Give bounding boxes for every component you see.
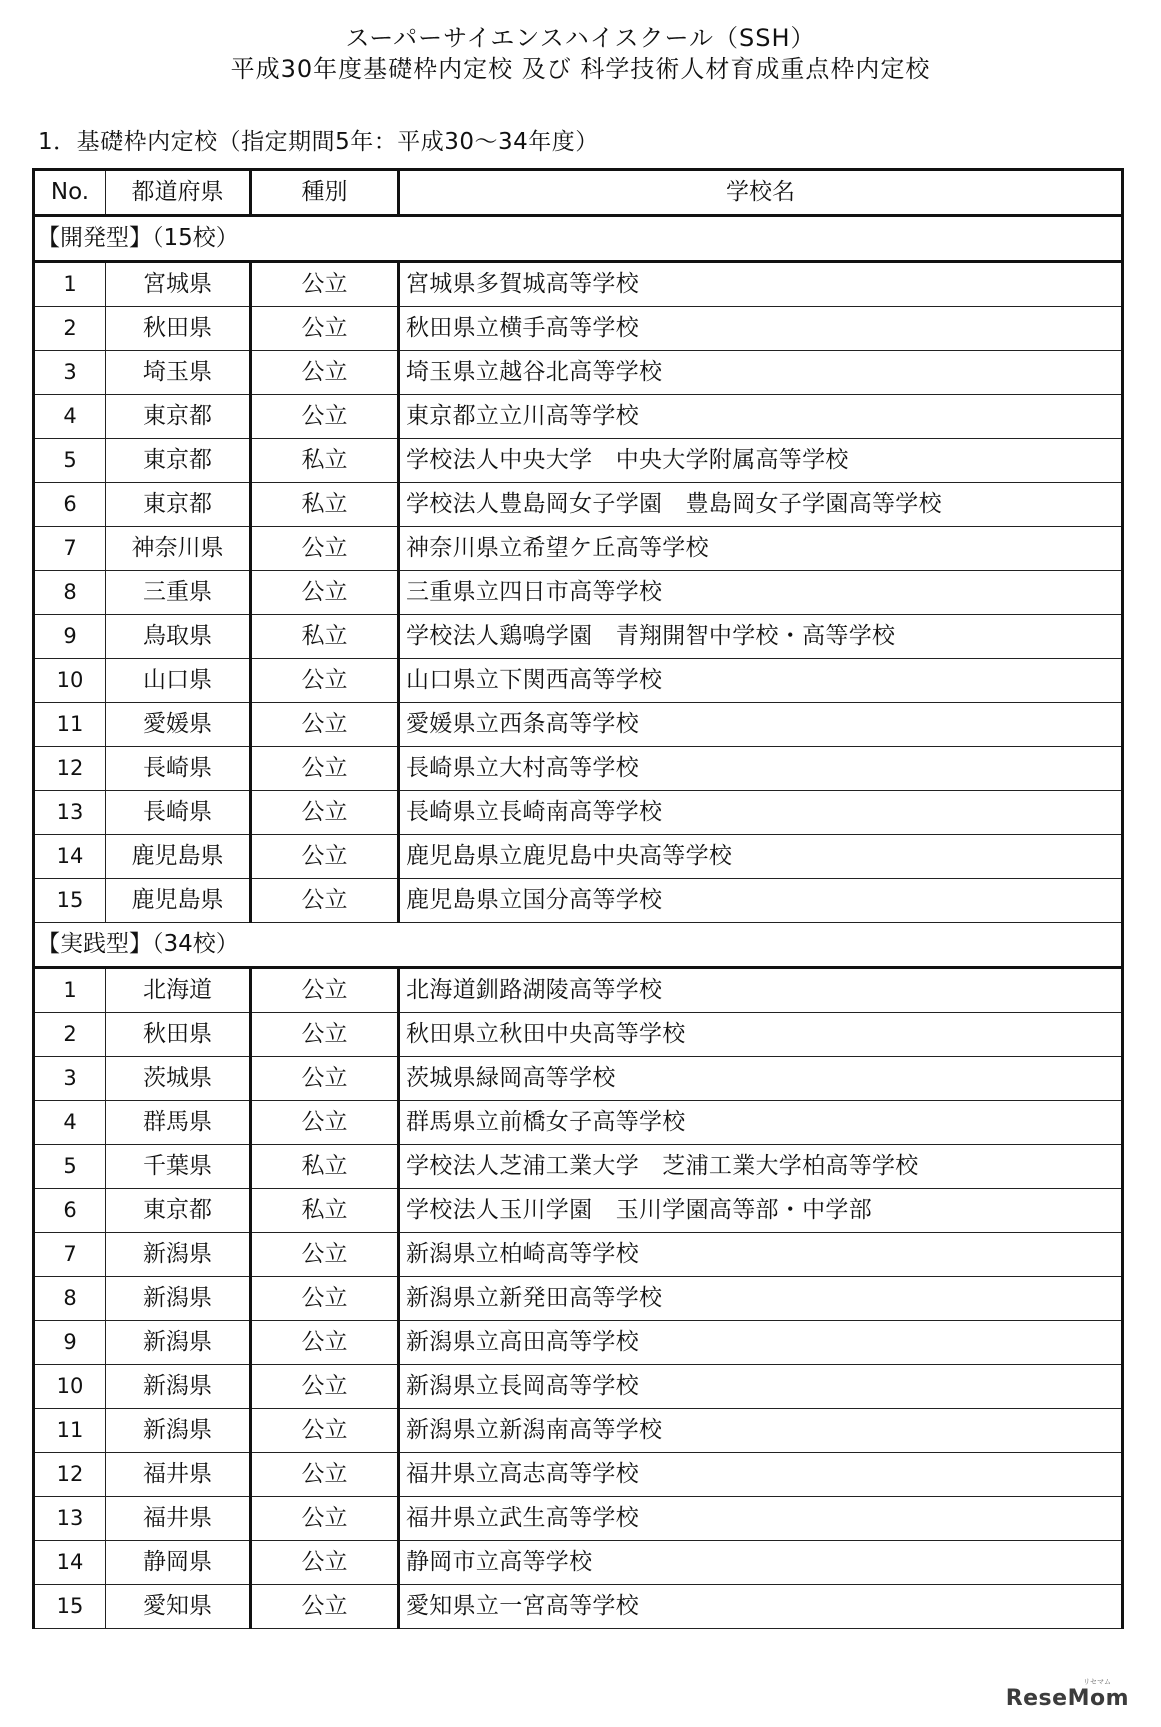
type-cell: 私立 — [251, 1189, 399, 1233]
school-name-cell: 福井県立武生高等学校 — [399, 1497, 1123, 1541]
school-name-cell: 愛媛県立西条高等学校 — [399, 703, 1123, 747]
table-row — [34, 439, 1123, 483]
type-cell: 公立 — [251, 262, 399, 307]
row-number: 9 — [34, 1321, 106, 1365]
table-row — [34, 527, 1123, 571]
row-number: 14 — [34, 1541, 106, 1585]
table-row — [34, 1497, 1123, 1541]
group-row — [34, 216, 1123, 262]
table-row — [34, 1541, 1123, 1585]
prefecture-cell: 群馬県 — [106, 1101, 251, 1145]
prefecture-cell: 福井県 — [106, 1497, 251, 1541]
school-name-cell: 愛知県立一宮高等学校 — [399, 1585, 1123, 1629]
table-row — [34, 1145, 1123, 1189]
type-cell: 公立 — [251, 791, 399, 835]
type-cell: 公立 — [251, 1541, 399, 1585]
table-row — [34, 571, 1123, 615]
type-cell: 公立 — [251, 835, 399, 879]
type-cell: 私立 — [251, 1145, 399, 1189]
row-number: 6 — [34, 483, 106, 527]
prefecture-cell: 静岡県 — [106, 1541, 251, 1585]
row-number: 10 — [34, 1365, 106, 1409]
group-label: 【開発型】（15校） — [34, 216, 1123, 262]
type-cell: 公立 — [251, 351, 399, 395]
type-cell: 公立 — [251, 968, 399, 1013]
type-cell: 公立 — [251, 1101, 399, 1145]
table-row — [34, 791, 1123, 835]
type-cell: 公立 — [251, 1277, 399, 1321]
type-cell: 私立 — [251, 615, 399, 659]
section-heading: 1．基礎枠内定校（指定期間5年：平成30～34年度） — [38, 129, 599, 155]
row-number: 5 — [34, 1145, 106, 1189]
header-no: No. — [34, 170, 106, 216]
type-cell: 公立 — [251, 703, 399, 747]
row-number: 4 — [34, 395, 106, 439]
school-name-cell: 鹿児島県立国分高等学校 — [399, 879, 1123, 923]
prefecture-cell: 北海道 — [106, 968, 251, 1013]
row-number: 7 — [34, 1233, 106, 1277]
school-name-cell: 学校法人豊島岡女子学園 豊島岡女子学園高等学校 — [399, 483, 1123, 527]
type-cell: 公立 — [251, 1365, 399, 1409]
type-cell: 公立 — [251, 1233, 399, 1277]
school-name-cell: 宮城県多賀城高等学校 — [399, 262, 1123, 307]
row-number: 3 — [34, 351, 106, 395]
school-name-cell: 学校法人芝浦工業大学 芝浦工業大学柏高等学校 — [399, 1145, 1123, 1189]
type-cell: 私立 — [251, 483, 399, 527]
table-row — [34, 1365, 1123, 1409]
school-name-cell: 新潟県立高田高等学校 — [399, 1321, 1123, 1365]
prefecture-cell: 東京都 — [106, 1189, 251, 1233]
prefecture-cell: 鹿児島県 — [106, 835, 251, 879]
prefecture-cell: 東京都 — [106, 483, 251, 527]
school-name-cell: 秋田県立秋田中央高等学校 — [399, 1013, 1123, 1057]
table-row — [34, 1189, 1123, 1233]
prefecture-cell: 茨城県 — [106, 1057, 251, 1101]
resemom-logo-text: ReseMom — [1005, 1686, 1129, 1711]
table-header-row — [34, 170, 1123, 216]
row-number: 12 — [34, 747, 106, 791]
table-row — [34, 351, 1123, 395]
header-prefecture: 都道府県 — [106, 170, 251, 216]
table-row — [34, 968, 1123, 1013]
row-number: 13 — [34, 1497, 106, 1541]
header-school: 学校名 — [399, 170, 1123, 216]
table-row — [34, 262, 1123, 307]
row-number: 12 — [34, 1453, 106, 1497]
document-title-line2: 平成30年度基礎枠内定校 及び 科学技術人材育成重点枠内定校 — [230, 55, 931, 83]
table-row — [34, 1101, 1123, 1145]
prefecture-cell: 福井県 — [106, 1453, 251, 1497]
school-name-cell: 長崎県立長崎南高等学校 — [399, 791, 1123, 835]
row-number: 8 — [34, 571, 106, 615]
table-row — [34, 703, 1123, 747]
school-name-cell: 茨城県緑岡高等学校 — [399, 1057, 1123, 1101]
table-row — [34, 1057, 1123, 1101]
table-row — [34, 1013, 1123, 1057]
school-name-cell: 新潟県立長岡高等学校 — [399, 1365, 1123, 1409]
prefecture-cell: 新潟県 — [106, 1233, 251, 1277]
school-name-cell: 学校法人中央大学 中央大学附属高等学校 — [399, 439, 1123, 483]
row-number: 15 — [34, 879, 106, 923]
school-name-cell: 神奈川県立希望ケ丘高等学校 — [399, 527, 1123, 571]
type-cell: 公立 — [251, 747, 399, 791]
school-name-cell: 新潟県立新発田高等学校 — [399, 1277, 1123, 1321]
resemom-logo — [1005, 1678, 1129, 1711]
prefecture-cell: 新潟県 — [106, 1321, 251, 1365]
prefecture-cell: 埼玉県 — [106, 351, 251, 395]
type-cell: 公立 — [251, 1321, 399, 1365]
school-name-cell: 学校法人鶏鳴学園 青翔開智中学校・高等学校 — [399, 615, 1123, 659]
type-cell: 私立 — [251, 439, 399, 483]
type-cell: 公立 — [251, 1453, 399, 1497]
row-number: 1 — [34, 262, 106, 307]
type-cell: 公立 — [251, 1057, 399, 1101]
row-number: 6 — [34, 1189, 106, 1233]
document-title-line1: スーパーサイエンスハイスクール（SSH） — [345, 24, 816, 52]
table-row — [34, 1277, 1123, 1321]
table-row — [34, 1453, 1123, 1497]
table-row — [34, 483, 1123, 527]
resemom-logo-subtext: リセマム — [1083, 1678, 1111, 1686]
row-number: 13 — [34, 791, 106, 835]
school-name-cell: 三重県立四日市高等学校 — [399, 571, 1123, 615]
type-cell: 公立 — [251, 659, 399, 703]
row-number: 5 — [34, 439, 106, 483]
table-row — [34, 879, 1123, 923]
school-name-cell: 東京都立立川高等学校 — [399, 395, 1123, 439]
table-row — [34, 1321, 1123, 1365]
prefecture-cell: 山口県 — [106, 659, 251, 703]
type-cell: 公立 — [251, 571, 399, 615]
type-cell: 公立 — [251, 1497, 399, 1541]
table-row — [34, 1233, 1123, 1277]
row-number: 3 — [34, 1057, 106, 1101]
table-row — [34, 307, 1123, 351]
table-row — [34, 1409, 1123, 1453]
table-body — [34, 216, 1123, 1629]
prefecture-cell: 愛媛県 — [106, 703, 251, 747]
school-name-cell: 山口県立下関西高等学校 — [399, 659, 1123, 703]
type-cell: 公立 — [251, 527, 399, 571]
type-cell: 公立 — [251, 879, 399, 923]
row-number: 14 — [34, 835, 106, 879]
prefecture-cell: 鳥取県 — [106, 615, 251, 659]
prefecture-cell: 宮城県 — [106, 262, 251, 307]
school-name-cell: 新潟県立新潟南高等学校 — [399, 1409, 1123, 1453]
school-name-cell: 静岡市立高等学校 — [399, 1541, 1123, 1585]
row-number: 8 — [34, 1277, 106, 1321]
school-name-cell: 長崎県立大村高等学校 — [399, 747, 1123, 791]
table-row — [34, 395, 1123, 439]
prefecture-cell: 東京都 — [106, 439, 251, 483]
row-number: 4 — [34, 1101, 106, 1145]
row-number: 15 — [34, 1585, 106, 1629]
type-cell: 公立 — [251, 1585, 399, 1629]
school-name-cell: 埼玉県立越谷北高等学校 — [399, 351, 1123, 395]
table-row — [34, 747, 1123, 791]
school-name-cell: 福井県立高志高等学校 — [399, 1453, 1123, 1497]
prefecture-cell: 神奈川県 — [106, 527, 251, 571]
row-number: 2 — [34, 1013, 106, 1057]
row-number: 11 — [34, 703, 106, 747]
group-label: 【実践型】（34校） — [34, 923, 1123, 968]
prefecture-cell: 三重県 — [106, 571, 251, 615]
table-row — [34, 615, 1123, 659]
schools-table — [32, 168, 1124, 1629]
prefecture-cell: 秋田県 — [106, 1013, 251, 1057]
table-row — [34, 835, 1123, 879]
prefecture-cell: 新潟県 — [106, 1365, 251, 1409]
prefecture-cell: 鹿児島県 — [106, 879, 251, 923]
type-cell: 公立 — [251, 307, 399, 351]
prefecture-cell: 長崎県 — [106, 747, 251, 791]
row-number: 10 — [34, 659, 106, 703]
school-name-cell: 新潟県立柏崎高等学校 — [399, 1233, 1123, 1277]
school-name-cell: 秋田県立横手高等学校 — [399, 307, 1123, 351]
school-name-cell: 群馬県立前橋女子高等学校 — [399, 1101, 1123, 1145]
prefecture-cell: 新潟県 — [106, 1277, 251, 1321]
row-number: 2 — [34, 307, 106, 351]
type-cell: 公立 — [251, 1013, 399, 1057]
type-cell: 公立 — [251, 1409, 399, 1453]
row-number: 7 — [34, 527, 106, 571]
prefecture-cell: 新潟県 — [106, 1409, 251, 1453]
prefecture-cell: 東京都 — [106, 395, 251, 439]
prefecture-cell: 秋田県 — [106, 307, 251, 351]
school-name-cell: 鹿児島県立鹿児島中央高等学校 — [399, 835, 1123, 879]
group-row — [34, 923, 1123, 968]
prefecture-cell: 愛知県 — [106, 1585, 251, 1629]
row-number: 11 — [34, 1409, 106, 1453]
school-name-cell: 北海道釧路湖陵高等学校 — [399, 968, 1123, 1013]
row-number: 1 — [34, 968, 106, 1013]
school-name-cell: 学校法人玉川学園 玉川学園高等部・中学部 — [399, 1189, 1123, 1233]
row-number: 9 — [34, 615, 106, 659]
table-row — [34, 1585, 1123, 1629]
prefecture-cell: 長崎県 — [106, 791, 251, 835]
prefecture-cell: 千葉県 — [106, 1145, 251, 1189]
header-type: 種別 — [251, 170, 399, 216]
type-cell: 公立 — [251, 395, 399, 439]
table-row — [34, 659, 1123, 703]
